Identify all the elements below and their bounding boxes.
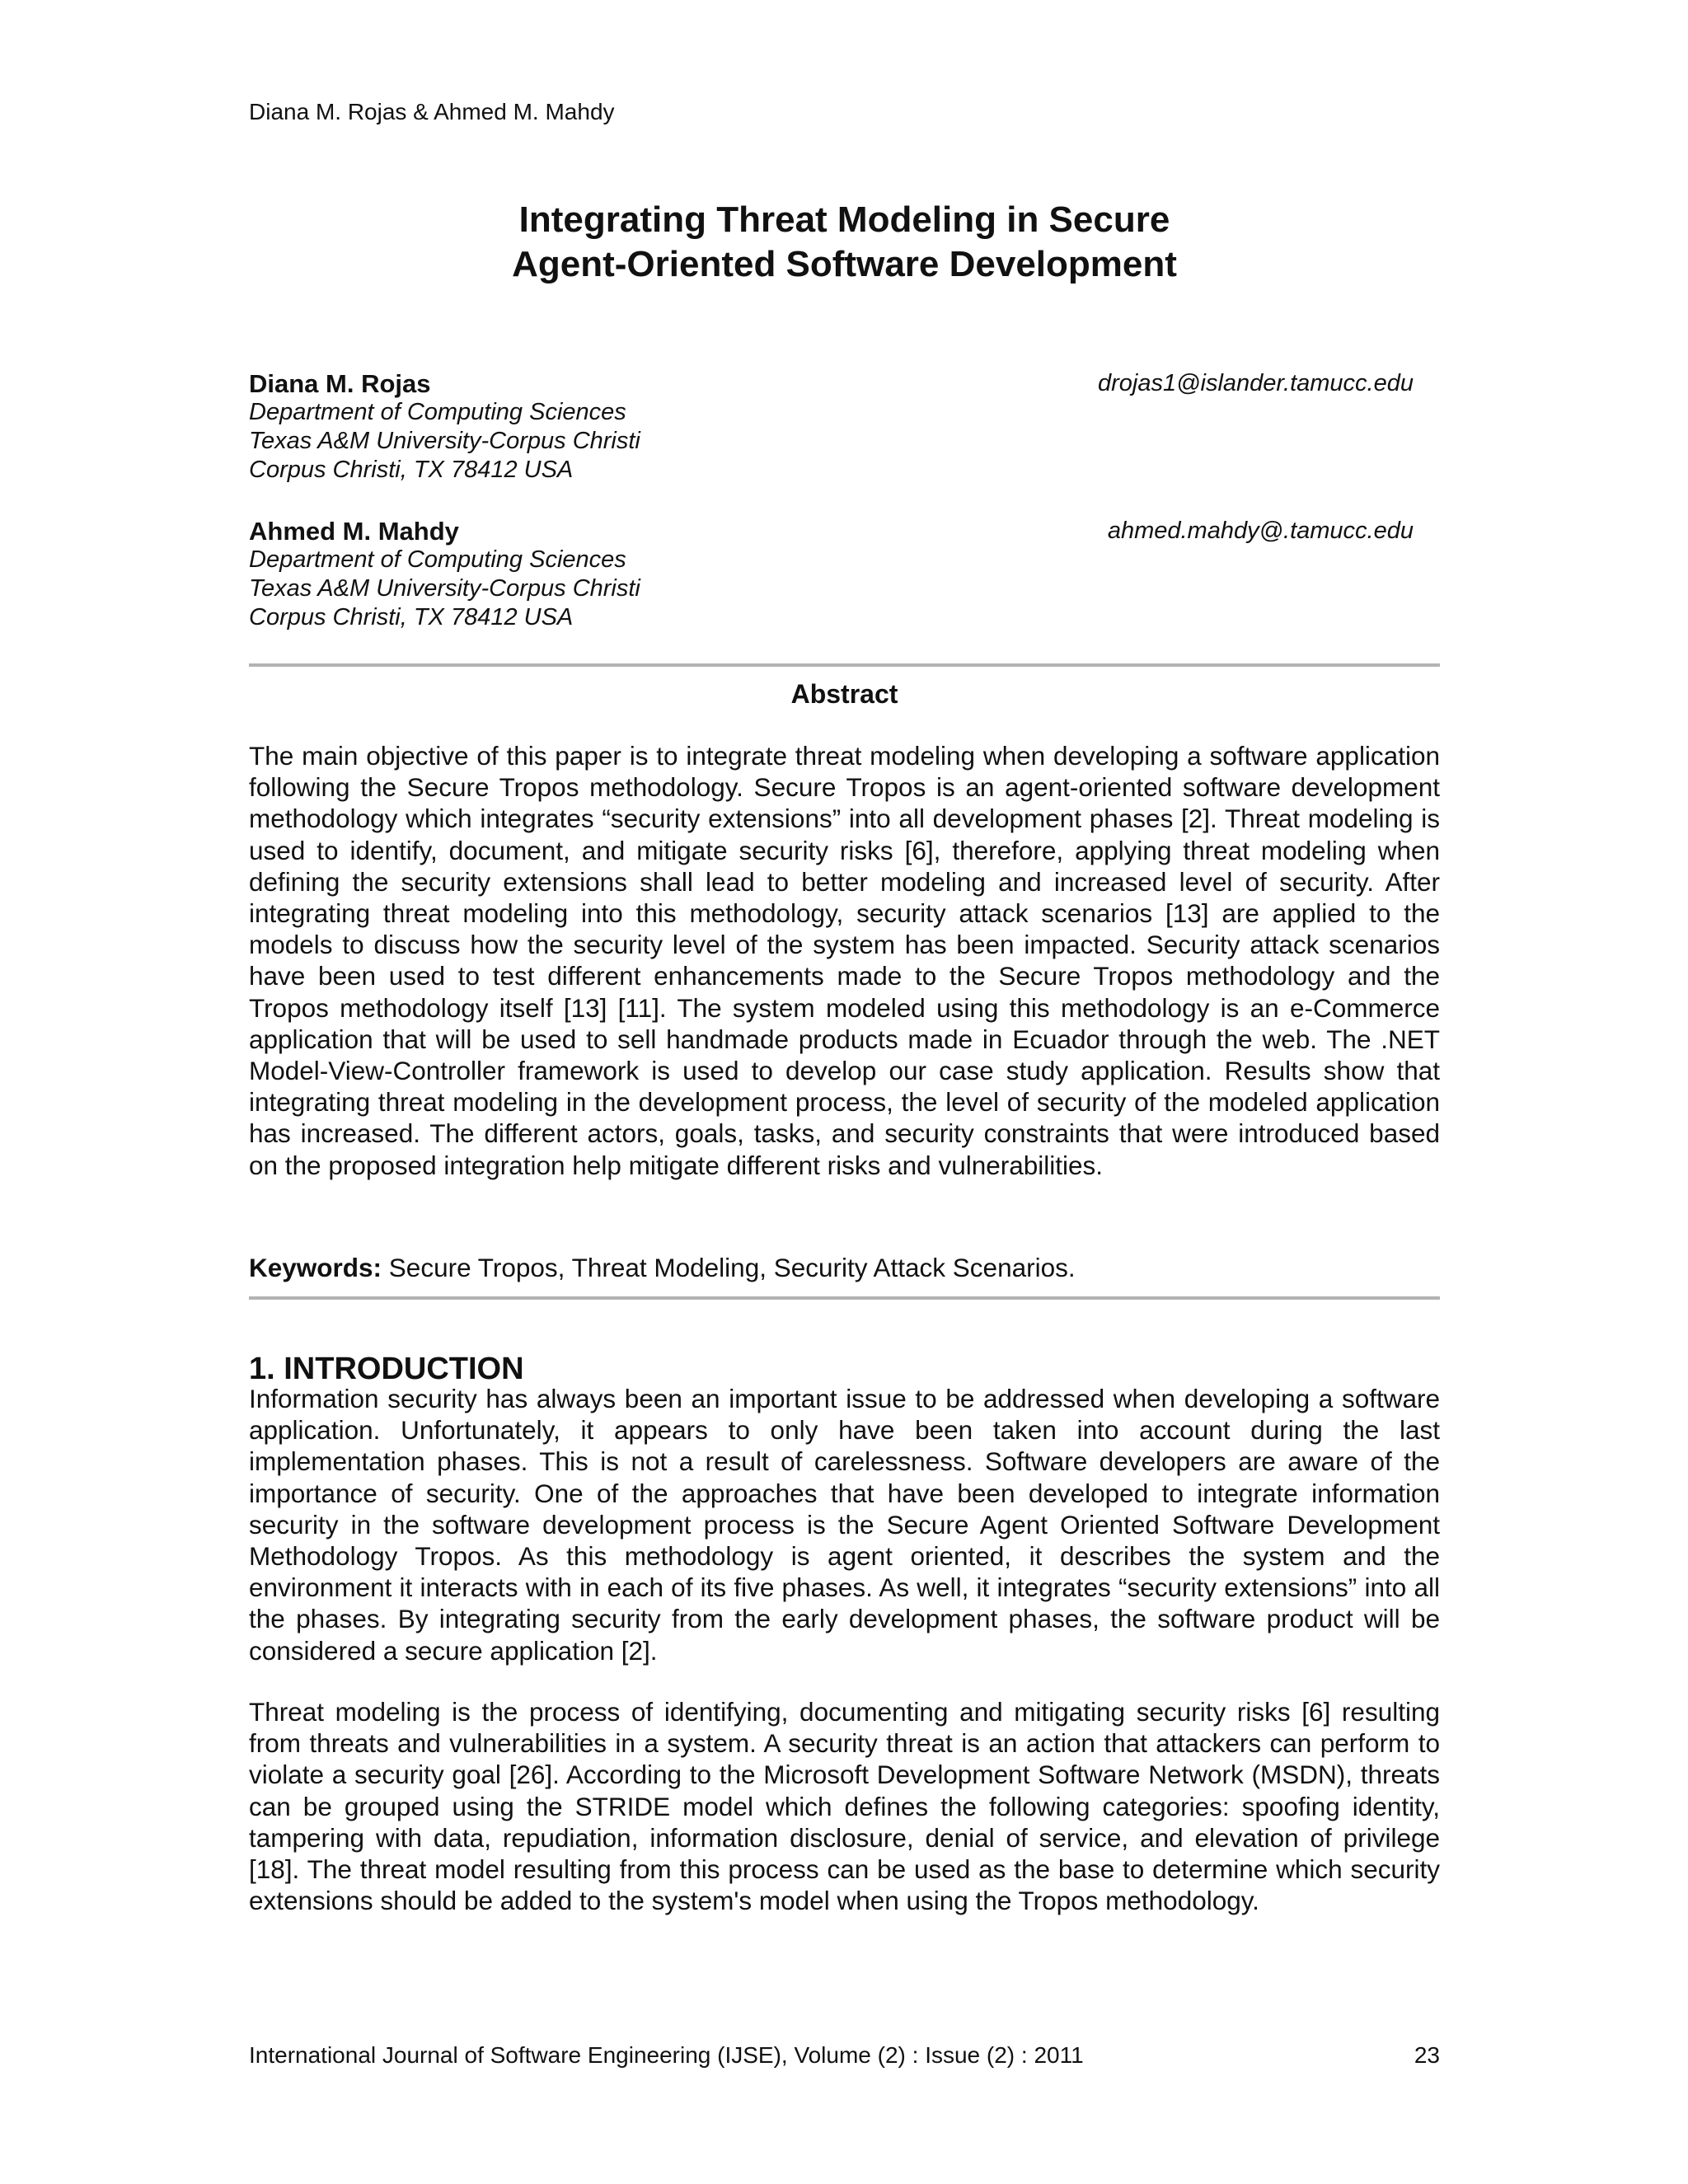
author-address: Corpus Christi, TX 78412 USA <box>249 457 574 483</box>
author-university: Texas A&M University-Corpus Christi <box>249 428 640 454</box>
author-department: Department of Computing Sciences <box>249 399 626 425</box>
keywords <box>249 1253 1440 1283</box>
keywords-text: Secure Tropos, Threat Modeling, Security Attack Scenarios. <box>382 1253 1076 1282</box>
intro-paragraph-2: Threat modeling is the process of identifying, documenting and mitigating security risks [6] resulting from threats and vulnerabilities in a system. A security threat is an action that attackers can perform to violate a security goal [26]. According to the Microsoft Development Software Network (MSDN), threats can be grouped using the STRIDE model which defines the following categories: spoofing identity, tampering with data, repudiation, information disclosure, denial of service, and elevation of privilege [18]. The threat model resulting from this process can be used as the base to determine which security extensions should be added to the system's model when using the Tropos methodology. <box>249 1697 1440 1916</box>
author-name: Ahmed M. Mahdy <box>249 517 459 546</box>
abstract-heading: Abstract <box>790 679 898 709</box>
running-head: Diana M. Rojas & Ahmed M. Mahdy <box>249 99 615 124</box>
divider-top <box>249 663 1440 667</box>
footer-journal: International Journal of Software Engineering (IJSE), Volume (2) : Issue (2) : 2011 <box>249 2042 1084 2068</box>
intro-paragraph-1: Information security has always been an important issue to be addressed when developing a software application. Unfortunately, it appears to only have been taken into account during the last implementation phases. This is not a result of carelessness. Software developers are aware of the importance of security. One of the approaches that have been developed to integrate information security in the software development process is the Secure Agent Oriented Software Development Methodology Tropos. As this methodology is agent oriented, it describes the system and the environment it interacts with in each of its five phases. As well, it integrates “security extensions” into all the phases. By integrating security from the early development phases, the software product will be considered a secure application [2]. <box>249 1384 1440 1666</box>
title-line-2: Agent-Oriented Software Development <box>512 244 1177 284</box>
author-name: Diana M. Rojas <box>249 369 431 398</box>
page-footer <box>249 2042 1440 2069</box>
author-block-1 <box>249 369 1414 485</box>
abstract-text: The main objective of this paper is to integrate threat modeling when developing a software application following the Secure Tropos methodology. Secure Tropos is an agent-oriented software development methodology which integrates “security extensions” into all development phases [2]. Threat modeling is used to identify, document, and mitigate security risks [6], therefore, applying threat modeling when defining the security extensions shall lead to better modeling and increased level of security. After integrating threat modeling into this methodology, security attack scenarios [13] are applied to the models to discuss how the security level of the system has been impacted. Security attack scenarios have been used to test different enhancements made to the Secure Tropos methodology and the Tropos methodology itself [13] [11]. The system modeled using this methodology is an e-Commerce application that will be used to sell handmade products made in Ecuador through the web. The .NET Model-View-Controller framework is used to develop our case study application. Results show that integrating threat modeling in the development process, the level of security of the modeled application has increased. The different actors, goals, tasks, and security constraints that were introduced based on the proposed integration help mitigate different risks and vulnerabilities. <box>249 741 1440 1180</box>
keywords-label: Keywords: <box>249 1253 382 1282</box>
title-line-1: Integrating Threat Modeling in Secure <box>518 199 1170 240</box>
author-email[interactable]: drojas1@islander.tamucc.edu <box>1097 370 1414 396</box>
divider-bottom <box>249 1296 1440 1300</box>
paper-title <box>249 198 1440 287</box>
author-department: Department of Computing Sciences <box>249 546 626 573</box>
section-heading: 1. INTRODUCTION <box>249 1352 524 1386</box>
author-address: Corpus Christi, TX 78412 USA <box>249 604 574 630</box>
author-university: Texas A&M University-Corpus Christi <box>249 575 640 602</box>
author-email[interactable]: ahmed.mahdy@.tamucc.edu <box>1107 518 1414 544</box>
page-number: 23 <box>1414 2042 1440 2068</box>
author-block-2 <box>249 517 1414 632</box>
